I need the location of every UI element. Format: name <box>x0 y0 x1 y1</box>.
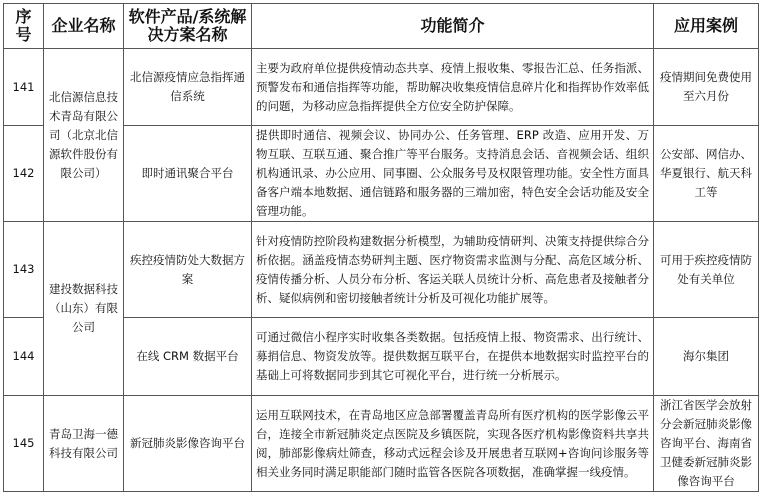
application-cases: 疫情期间免费使用至六月份 <box>654 49 759 126</box>
product-name: 在线 CRM 数据平台 <box>124 318 252 396</box>
product-name: 疾控疫情防处大数据方案 <box>124 222 252 318</box>
row-no: 143 <box>4 222 44 318</box>
header-no: 序号 <box>4 4 44 49</box>
enterprise-name: 北信源信息技术青岛有限公司（北京北信源软件股份有限公司） <box>44 49 124 222</box>
header-description: 功能简介 <box>252 4 654 49</box>
row-no: 145 <box>4 396 44 492</box>
header-enterprise: 企业名称 <box>44 4 124 49</box>
application-cases: 浙江省医学会放射分会新冠肺炎影像咨询平台、海南省卫健委新冠肺炎影像咨询平台 <box>654 396 759 492</box>
header-row <box>4 4 759 49</box>
application-cases: 公安部、网信办、华夏银行、航天科工等 <box>654 126 759 222</box>
application-cases: 海尔集团 <box>654 318 759 396</box>
header-cases: 应用案例 <box>654 4 759 49</box>
application-cases: 可用于疾控疫情防处有关单位 <box>654 222 759 318</box>
table-row <box>4 222 759 318</box>
enterprise-name: 青岛卫海一德科技有限公司 <box>44 396 124 492</box>
product-name: 新冠肺炎影像咨询平台 <box>124 396 252 492</box>
row-no: 144 <box>4 318 44 396</box>
row-no: 141 <box>4 49 44 126</box>
software-solutions-table <box>3 3 759 492</box>
function-description: 运用互联网技术，在青岛地区应急部署覆盖青岛所有医疗机构的医学影像云平台，连接全市新冠肺炎定点医院及乡镇医院，实现各医疗机构影像资料共享共阅，肺部影像病灶筛查，移动式远程会诊及开展患者互联网+咨询问诊服务等相关业务同时满足职能部门随时监管各医院各项数据，准确掌握一线疫情。 <box>252 396 654 492</box>
product-name: 北信源疫情应急指挥通信系统 <box>124 49 252 126</box>
function-description: 提供即时通信、视频会议、协同办公、任务管理、ERP 改造、应用开发、万物互联、互联互通、聚合推广等平台服务。支持消息会话、音视频会话、组织机构通讯录、办公应用、同事圈、公众服务号及权限管理功能。安全性方面具备客户端本地数据、通信链路和服务器的三端加密，特色安全会话功能及安全管理功能。 <box>252 126 654 222</box>
table-row <box>4 396 759 492</box>
product-name: 即时通讯聚合平台 <box>124 126 252 222</box>
header-product: 软件产品/系统解决方案名称 <box>124 4 252 49</box>
table-row <box>4 49 759 126</box>
function-description: 主要为政府单位提供疫情动态共享、疫情上报收集、零报告汇总、任务指派、预警发布和通信指挥等功能，帮助解决收集疫情信息碎片化和指挥协作效率低的问题，为移动应急指挥提供全方位安全防护保障。 <box>252 49 654 126</box>
enterprise-name: 建投数据科技（山东）有限公司 <box>44 222 124 396</box>
row-no: 142 <box>4 126 44 222</box>
function-description: 针对疫情防控阶段构建数据分析模型，为辅助疫情研判、决策支持提供综合分析依据。涵盖疫情态势研判主题、医疗物资需求监测与分配、高危区域分析、疫情传播分析、人员分布分析、客运关联人员统计分析、高危患者及接触者分析、疑似病例和密切接触者统计分析及可视化功能扩展等。 <box>252 222 654 318</box>
function-description: 可通过微信小程序实时收集各类数据。包括疫情上报、物资需求、出行统计、募捐信息、物资发放等。提供数据互联平台，在提供本地数据实时监控平台的基础上可将数据同步到其它可视化平台，进行统一分析展示。 <box>252 318 654 396</box>
